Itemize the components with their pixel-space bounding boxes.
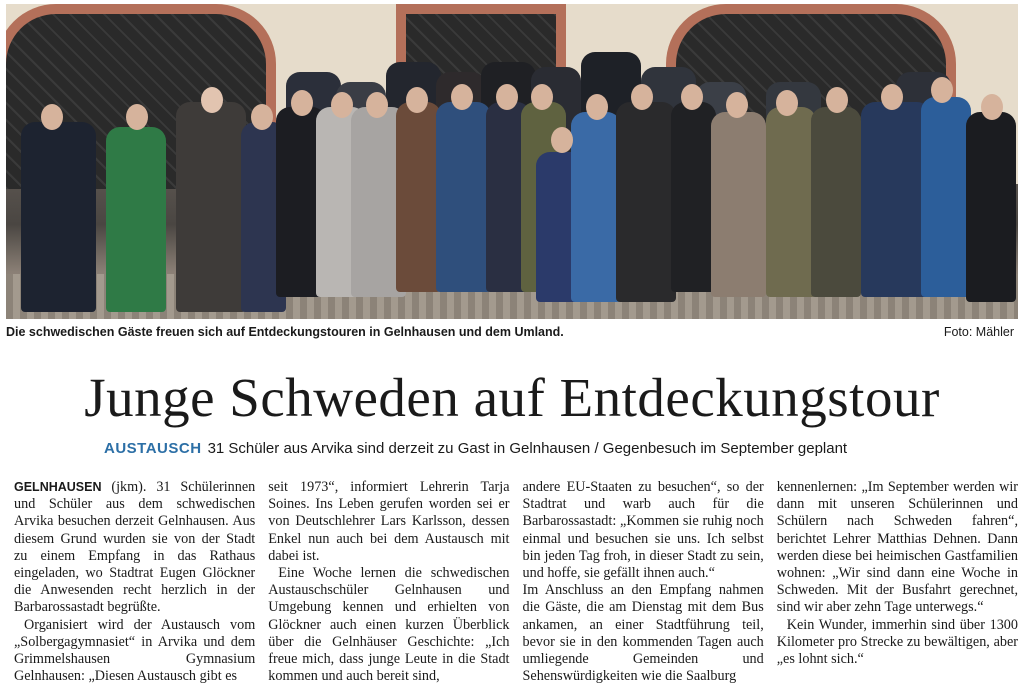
dateline: GELNHAUSEN xyxy=(14,480,102,494)
section-kicker: AUSTAUSCH xyxy=(104,440,202,457)
subheadline-text: 31 Schüler aus Arvika sind derzeit zu Gast in Gelnhausen / Gegenbesuch im September geplant xyxy=(207,440,848,457)
photo-caption xyxy=(6,325,1018,343)
article-headline: Junge Schweden auf Entdeckungstour xyxy=(84,367,940,428)
subheadline xyxy=(104,440,847,457)
paragraph: andere EU-Staaten zu besuchen“, so der Stadtrat und warb auch für die Barbarossastadt: „Kommen sie ruhig noch einmal und besuchen sie uns. Ich selbst bin jeden Tag froh, in dieser Stadt zu sein, und hoffe, sie gefällt ihnen auch.“ xyxy=(522,479,764,582)
paragraph: Im Anschluss an den Empfang nahmen die Gäste, die am Dienstag mit dem Bus ankamen, an einer Stadtführung teil, bevor sie in den kommenden Tagen auch umliegende Gemeinden und Sehenswürdigkeiten wie die Saalburg xyxy=(522,582,764,684)
paragraph: Organisiert wird der Austausch vom „Solbergagymnasiet“ in Arvika und dem Grimmelshausen Gymnasium Gelnhausen: „Diesen Austausch gibt es xyxy=(14,616,256,684)
paragraph: Kein Wunder, immerhin sind über 1300 Kilometer pro Strecke zu bewältigen, aber „es lohnt sich.“ xyxy=(776,616,1018,668)
group-photo xyxy=(6,4,1018,319)
article-column-1 xyxy=(14,479,255,684)
paragraph: Eine Woche lernen die schwedischen Austauschschüler Gelnhausen und Umgebung kennen und erhielten von Glöckner auch einen kurzen Überblick über die Gelnhäuser Geschichte: „Ich freue mich, dass junge Leute in die Stadt kommen und auch bereit sind, xyxy=(268,565,510,684)
paragraph: (jkm). 31 Schülerinnen und Schüler aus dem schwedischen Arvika besuchen derzeit Gelnhausen. Aus diesem Grund wurden sie von der Stadt zu einem Empfang in das Rathaus eingeladen, wo Stadtrat Eugen Glöckner die Anwesenden recht herzlich in der Barbarossastadt begrüßte. xyxy=(14,479,256,616)
article-body xyxy=(14,479,1018,684)
paragraph: kennenlernen: „Im September werden wir dann mit unseren Schülerinnen und Schülern nach Schweden fahren“, berichtet Lehrer Matthias Dehnen. Dann werden diese bei heimischen Gastfamilien wohnen: „Wir sind dann eine Woche in Schweden. Mit der Busfahrt gerechnet, sind wir aber zehn Tage unterwegs.“ xyxy=(776,479,1018,616)
article-column-4 xyxy=(777,479,1018,684)
paragraph: seit 1973“, informiert Lehrerin Tarja Soines. Ins Leben gerufen worden sei er von Deutschlehrer Lars Karlsson, dessen Enkel nun auch bei dem Austausch mit dabei ist. xyxy=(268,479,510,564)
caption-text: Die schwedischen Gäste freuen sich auf Entdeckungstouren in Gelnhausen und dem Umland. xyxy=(6,325,564,339)
photo-credit: Foto: Mähler xyxy=(943,325,1014,339)
article-column-3 xyxy=(523,479,764,684)
student-group xyxy=(6,42,1018,287)
article-column-2 xyxy=(268,479,509,684)
